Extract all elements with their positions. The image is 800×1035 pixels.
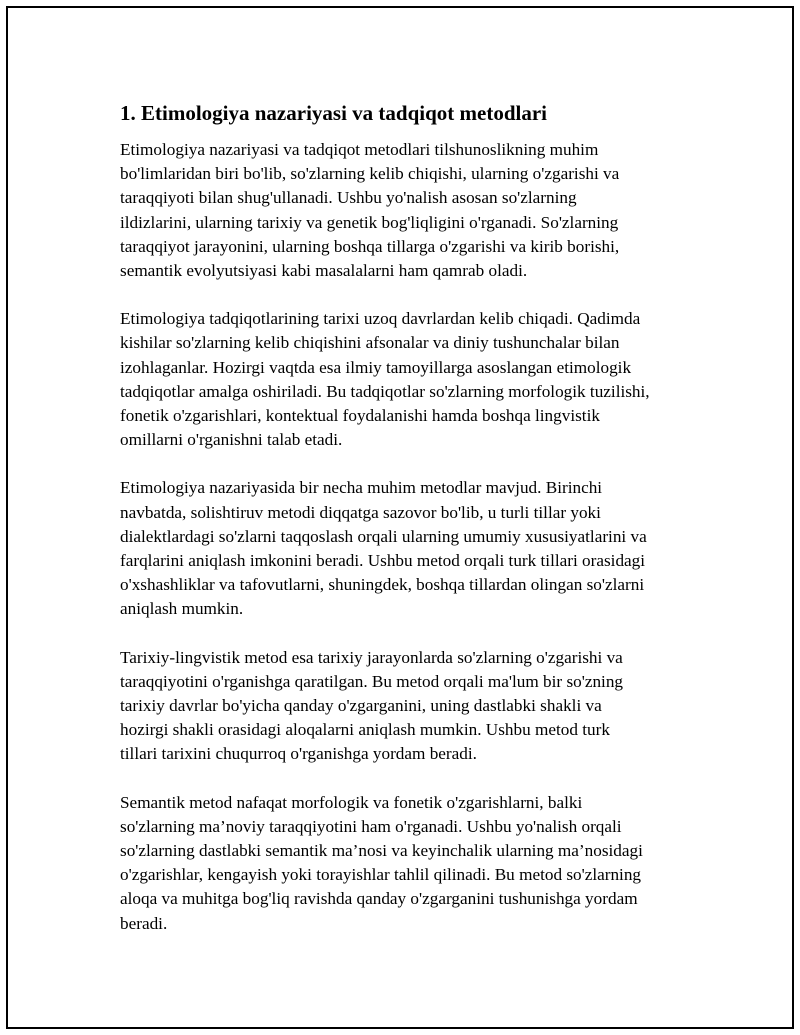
paragraph-semantic-method: Semantik metod nafaqat morfologik va fonetik o'zgarishlarni, balki so'zlarning ma’noviy taraqqiyotini ham o'rganadi. Ushbu yo'nalish orqali so'zlarning dastlabki semantik ma’nosi va keyinchalik ularning ma’nosidagi o'zgarishlar, kengayish yoki torayishlar tahlil qilinadi. Bu metod so'zlarning aloqa va muhitga bog'liq ravishda qanday o'zgarganini tushunishga yordam beradi.	[120, 792, 643, 933]
section-heading: 1. Etimologiya nazariyasi va tadqiqot metodlari	[120, 101, 547, 125]
paragraph-history: Etimologiya tadqiqotlarining tarixi uzoq davrlardan kelib chiqadi. Qadimda kishilar so'zlarning kelib chiqishini afsonalar va diniy tushunchalar bilan izohlaganlar. Hozirgi vaqtda esa ilmiy tamoyillarga asoslangan etimologik tadqiqotlar amalga oshiriladi. Bu tadqiqotlar so'zlarning morfologik tuzilishi, fonetik o'zgarishlari, kontektual foydalanishi hamda boshqa lingvistik omillarni o'rganishni talab etadi.	[120, 309, 650, 450]
paragraph-intro: Etimologiya nazariyasi va tadqiqot metodlari tilshunoslikning muhim bo'limlaridan biri bo'lib, so'zlarning kelib chiqishi, ularning o'zgarishi va taraqqiyoti bilan shug'ullanadi. Ushbu yo'nalish asosan so'zlarning ildizlarini, ularning tarixiy va genetik bog'liqligini o'rganadi. So'zlarning taraqqiyot jarayonini, ularning boshqa tillarga o'zgarishi va kirib borishi, semantik evolyutsiyasi kabi masalalarni ham qamrab oladi.	[120, 140, 620, 281]
document-body	[120, 98, 700, 960]
page-border	[6, 6, 794, 1029]
paragraph-historical-linguistic-method: Tarixiy-lingvistik metod esa tarixiy jarayonlarda so'zlarning o'zgarishi va taraqqiyotini o'rganishga qaratilgan. Bu metod orqali ma'lum bir so'zning tarixiy davrlar bo'yicha qanday o'zgarganini, uning dastlabki shakli va hozirgi shakli orasidagi aloqalarni aniqlash mumkin. Ushbu metod turk tillari tarixini chuqurroq o'rganishga yordam beradi.	[120, 647, 624, 764]
paragraph-comparative-method: Etimologiya nazariyasida bir necha muhim metodlar mavjud. Birinchi navbatda, solishtiruv metodi diqqatga sazovor bo'lib, u turli tillar yoki dialektlardagi so'zlarni taqqoslash orqali ularning umumiy xususiyatlarini va farqlarini aniqlash imkonini beradi. Ushbu metod orqali turk tillari orasidagi o'xshashliklar va tafovutlarni, shuningdek, boshqa tillardan olingan so'zlarni aniqlash mumkin.	[120, 478, 647, 619]
